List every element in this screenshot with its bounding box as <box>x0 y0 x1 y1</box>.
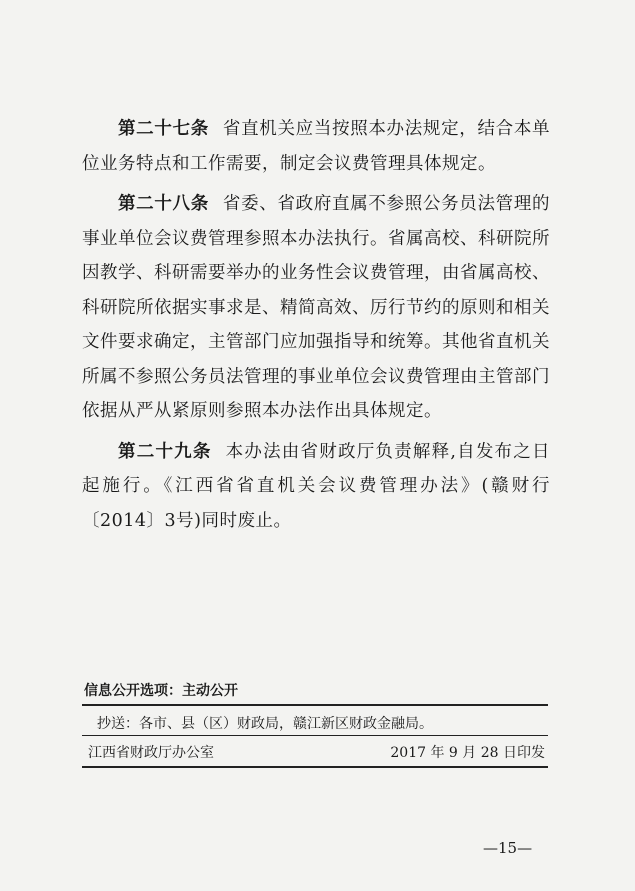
article-text: 省直机关应当按照本办法规定，结合本单位业务特点和工作需要，制定会议费管理具体规定。 <box>82 119 551 174</box>
footer-rule-middle <box>82 735 548 736</box>
article-28 <box>82 187 550 429</box>
footer-rule-bottom <box>82 766 548 768</box>
footer-rule-top <box>82 704 548 706</box>
disclosure-option: 信息公开选项：主动公开 <box>84 683 238 699</box>
issue-date: 2017 年 9 月 28 日印发 <box>390 745 545 761</box>
article-29 <box>82 435 550 539</box>
article-27 <box>82 112 550 181</box>
article-number: 第二十九条 <box>118 441 212 462</box>
article-number: 第二十七条 <box>118 119 209 139</box>
cc-line: 抄送：各市、县（区）财政局，赣江新区财政金融局。 <box>97 716 433 732</box>
page-number: —15— <box>483 839 533 857</box>
article-list <box>82 112 550 544</box>
article-number: 第二十八条 <box>118 194 209 214</box>
article-text: 省委、省政府直属不参照公务员法管理的事业单位会议费管理参照本办法执行。省属高校、科研院所因教学、科研需要举办的业务性会议费管理，由省属高校、科研院所依据实事求是、精简高效、厉行节约的原则和相关文件要求确定，主管部门应加强指导和统筹。其他省直机关所属不参照公务员法管理的事业单位会议费管理由主管部门依据从严从紧原则参照本办法作出具体规定。 <box>82 194 551 421</box>
article-text: 本办法由省财政厅负责解释,自发布之日起施行。《江西省省直机关会议费管理办法》(赣财行〔2014〕3号)同时废止。 <box>82 441 551 531</box>
issuer: 江西省财政厅办公室 <box>88 745 214 761</box>
